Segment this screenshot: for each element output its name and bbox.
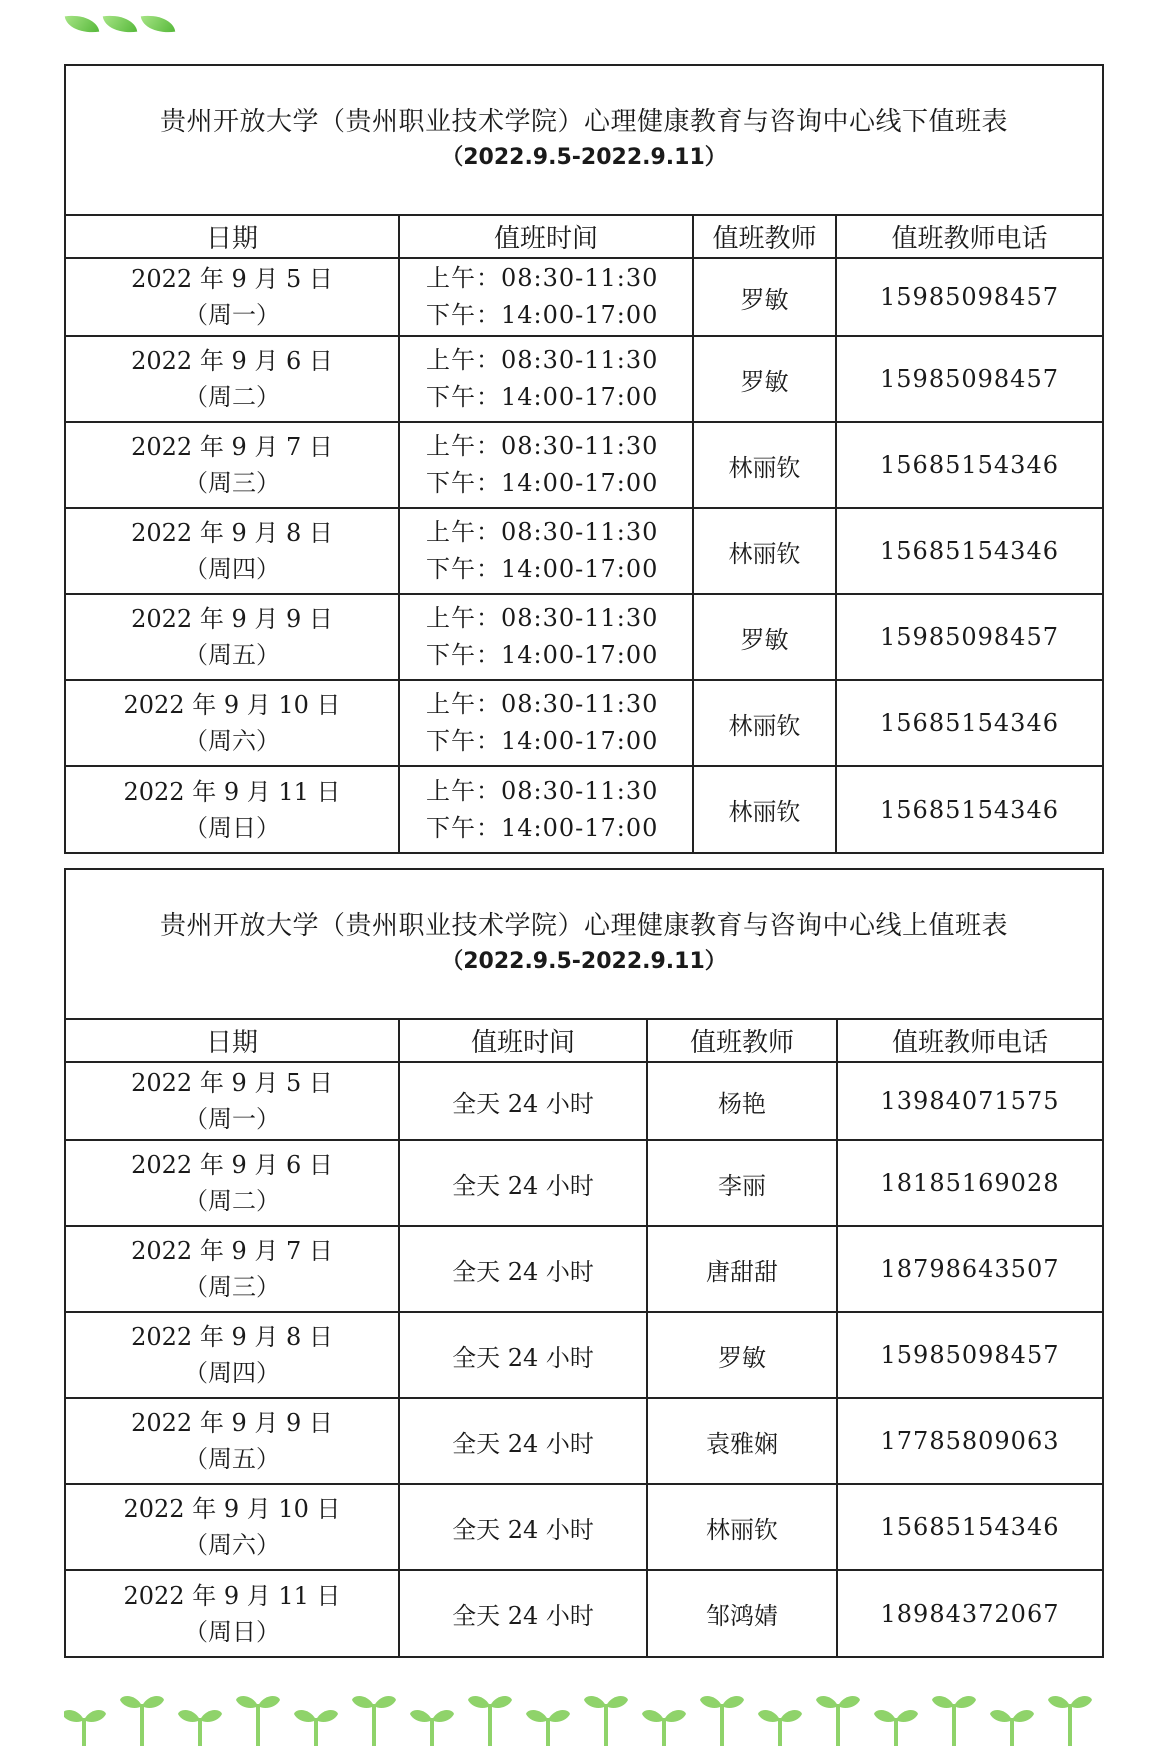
table-row: [66, 1140, 1102, 1226]
table-row: [66, 1484, 1102, 1570]
date-cell: [66, 1312, 399, 1398]
teacher-cell: 林丽钦: [647, 1484, 837, 1570]
sprout-icon: [932, 1696, 976, 1746]
time-cell: [399, 680, 693, 766]
am-time: 上午：08:30-11:30: [426, 264, 659, 292]
date-text: 2022 年 9 月 5 日: [131, 265, 333, 293]
weekday-text: （周五）: [184, 641, 280, 669]
phone-cell: 18798643507: [837, 1226, 1102, 1312]
table-row: [66, 1398, 1102, 1484]
teacher-cell: 林丽钦: [693, 422, 836, 508]
online-date-range: （2022.9.5-2022.9.11）: [441, 949, 727, 974]
phone-cell: 15685154346: [837, 1484, 1102, 1570]
sprout-icon: [294, 1710, 338, 1746]
date-text: 2022 年 9 月 8 日: [131, 1323, 333, 1351]
teacher-cell: 林丽钦: [693, 680, 836, 766]
sprout-icon: [410, 1710, 454, 1746]
date-cell: [66, 1140, 399, 1226]
date-text: 2022 年 9 月 6 日: [131, 1151, 333, 1179]
sprout-icon: [990, 1710, 1034, 1746]
weekday-text: （周二）: [184, 1187, 280, 1215]
leaf-icon: [103, 12, 137, 36]
date-cell: [66, 680, 399, 766]
teacher-cell: 林丽钦: [693, 508, 836, 594]
am-time: 上午：08:30-11:30: [426, 432, 659, 460]
teacher-cell: 林丽钦: [693, 766, 836, 852]
teacher-cell: 罗敏: [693, 258, 836, 336]
date-cell: [66, 1398, 399, 1484]
weekday-text: （周六）: [184, 727, 280, 755]
teacher-cell: 杨艳: [647, 1062, 837, 1140]
time-cell: [399, 258, 693, 336]
phone-cell: 15985098457: [836, 594, 1102, 680]
online-schedule: [64, 868, 1104, 1658]
pm-time: 下午：14:00-17:00: [426, 301, 659, 329]
date-cell: [66, 1570, 399, 1656]
table-row: [66, 1062, 1102, 1140]
leaf-decoration: [66, 14, 174, 34]
teacher-cell: 罗敏: [693, 594, 836, 680]
sprout-icon: [64, 1710, 106, 1746]
time-cell: 全天 24 小时: [399, 1140, 647, 1226]
am-time: 上午：08:30-11:30: [426, 518, 659, 546]
leaf-icon: [141, 12, 175, 36]
pm-time: 下午：14:00-17:00: [426, 727, 659, 755]
phone-cell: 18984372067: [837, 1570, 1102, 1656]
phone-cell: 15685154346: [836, 766, 1102, 852]
online-table: [66, 1020, 1102, 1656]
teacher-cell: 罗敏: [693, 336, 836, 422]
sprout-icon: [468, 1696, 512, 1746]
weekday-text: （周一）: [184, 1105, 280, 1133]
date-text: 2022 年 9 月 11 日: [123, 777, 341, 806]
date-text: 2022 年 9 月 7 日: [131, 433, 333, 461]
offline-title-area: [66, 66, 1102, 216]
date-text: 2022 年 9 月 11 日: [123, 1581, 341, 1610]
table-row: [66, 422, 1102, 508]
date-cell: [66, 1484, 399, 1570]
phone-cell: 17785809063: [837, 1398, 1102, 1484]
date-text: 2022 年 9 月 7 日: [131, 1237, 333, 1265]
date-cell: [66, 508, 399, 594]
date-cell: [66, 336, 399, 422]
time-cell: 全天 24 小时: [399, 1398, 647, 1484]
date-text: 2022 年 9 月 9 日: [131, 605, 333, 633]
phone-cell: 15985098457: [836, 258, 1102, 336]
date-text: 2022 年 9 月 5 日: [131, 1069, 333, 1097]
am-time: 上午：08:30-11:30: [426, 346, 659, 374]
time-cell: 全天 24 小时: [399, 1312, 647, 1398]
offline-date-range: （2022.9.5-2022.9.11）: [441, 145, 727, 170]
phone-cell: 15985098457: [836, 336, 1102, 422]
phone-cell: 13984071575: [837, 1062, 1102, 1140]
weekday-text: （周日）: [184, 813, 280, 842]
table-header-row: [66, 1020, 1102, 1062]
weekday-text: （周一）: [184, 301, 280, 329]
date-cell: [66, 594, 399, 680]
am-time: 上午：08:30-11:30: [426, 604, 659, 632]
sprout-icon: [758, 1710, 802, 1746]
time-cell: [399, 594, 693, 680]
am-time: 上午：08:30-11:30: [426, 690, 659, 718]
table-header-row: [66, 216, 1102, 258]
time-cell: 全天 24 小时: [399, 1226, 647, 1312]
offline-schedule: [64, 64, 1104, 854]
header-date: 日期: [66, 1020, 399, 1062]
date-text: 2022 年 9 月 10 日: [123, 1495, 341, 1523]
header-phone: 值班教师电话: [836, 216, 1102, 258]
phone-cell: 18185169028: [837, 1140, 1102, 1226]
weekday-text: （周四）: [184, 555, 280, 583]
offline-title: 贵州开放大学（贵州职业技术学院）心理健康教育与咨询中心线下值班表: [159, 107, 1008, 137]
sprout-icon: [816, 1696, 860, 1746]
pm-time: 下午：14:00-17:00: [426, 641, 659, 669]
sprout-icon: [874, 1710, 918, 1746]
sprout-icon: [584, 1696, 628, 1746]
table-row: [66, 508, 1102, 594]
table-row: [66, 594, 1102, 680]
weekday-text: （周五）: [184, 1445, 280, 1473]
phone-cell: 15985098457: [837, 1312, 1102, 1398]
phone-cell: 15685154346: [836, 508, 1102, 594]
sprout-border: [64, 1690, 1104, 1746]
teacher-cell: 袁雅娴: [647, 1398, 837, 1484]
header-time: 值班时间: [399, 216, 693, 258]
sprout-icon: [526, 1710, 570, 1746]
date-text: 2022 年 9 月 9 日: [131, 1409, 333, 1437]
date-cell: [66, 422, 399, 508]
time-cell: [399, 422, 693, 508]
offline-table: [66, 216, 1102, 852]
sprout-icon: [1048, 1696, 1092, 1746]
table-row: [66, 1570, 1102, 1656]
weekday-text: （周四）: [184, 1359, 280, 1387]
pm-time: 下午：14:00-17:00: [426, 383, 659, 411]
sprout-icon: [236, 1696, 280, 1746]
sprout-icon: [642, 1710, 686, 1746]
am-time: 上午：08:30-11:30: [426, 776, 659, 805]
phone-cell: 15685154346: [836, 422, 1102, 508]
header-phone: 值班教师电话: [837, 1020, 1102, 1062]
online-title: 贵州开放大学（贵州职业技术学院）心理健康教育与咨询中心线上值班表: [159, 911, 1008, 941]
header-teacher: 值班教师: [693, 216, 836, 258]
weekday-text: （周三）: [184, 469, 280, 497]
time-cell: [399, 508, 693, 594]
pm-time: 下午：14:00-17:00: [426, 813, 659, 842]
teacher-cell: 邹鸿婧: [647, 1570, 837, 1656]
time-cell: 全天 24 小时: [399, 1484, 647, 1570]
sprout-icon: [120, 1696, 164, 1746]
table-row: [66, 766, 1102, 852]
date-cell: [66, 258, 399, 336]
weekday-text: （周三）: [184, 1273, 280, 1301]
pm-time: 下午：14:00-17:00: [426, 469, 659, 497]
table-row: [66, 258, 1102, 336]
online-title-area: [66, 870, 1102, 1020]
header-date: 日期: [66, 216, 399, 258]
weekday-text: （周六）: [184, 1531, 280, 1559]
sprout-icon: [352, 1696, 396, 1746]
pm-time: 下午：14:00-17:00: [426, 555, 659, 583]
teacher-cell: 唐甜甜: [647, 1226, 837, 1312]
date-text: 2022 年 9 月 10 日: [123, 691, 341, 719]
time-cell: 全天 24 小时: [399, 1062, 647, 1140]
header-teacher: 值班教师: [647, 1020, 837, 1062]
date-text: 2022 年 9 月 8 日: [131, 519, 333, 547]
table-row: [66, 680, 1102, 766]
date-cell: [66, 1062, 399, 1140]
table-row: [66, 1312, 1102, 1398]
date-cell: [66, 766, 399, 852]
sprout-icon: [700, 1696, 744, 1746]
date-text: 2022 年 9 月 6 日: [131, 347, 333, 375]
table-row: [66, 1226, 1102, 1312]
teacher-cell: 李丽: [647, 1140, 837, 1226]
weekday-text: （周二）: [184, 383, 280, 411]
date-cell: [66, 1226, 399, 1312]
phone-cell: 15685154346: [836, 680, 1102, 766]
time-cell: [399, 336, 693, 422]
time-cell: [399, 766, 693, 852]
leaf-icon: [65, 12, 99, 36]
teacher-cell: 罗敏: [647, 1312, 837, 1398]
weekday-text: （周日）: [184, 1617, 280, 1646]
header-time: 值班时间: [399, 1020, 647, 1062]
table-row: [66, 336, 1102, 422]
time-cell: 全天 24 小时: [399, 1570, 647, 1656]
sprout-icon: [178, 1710, 222, 1746]
